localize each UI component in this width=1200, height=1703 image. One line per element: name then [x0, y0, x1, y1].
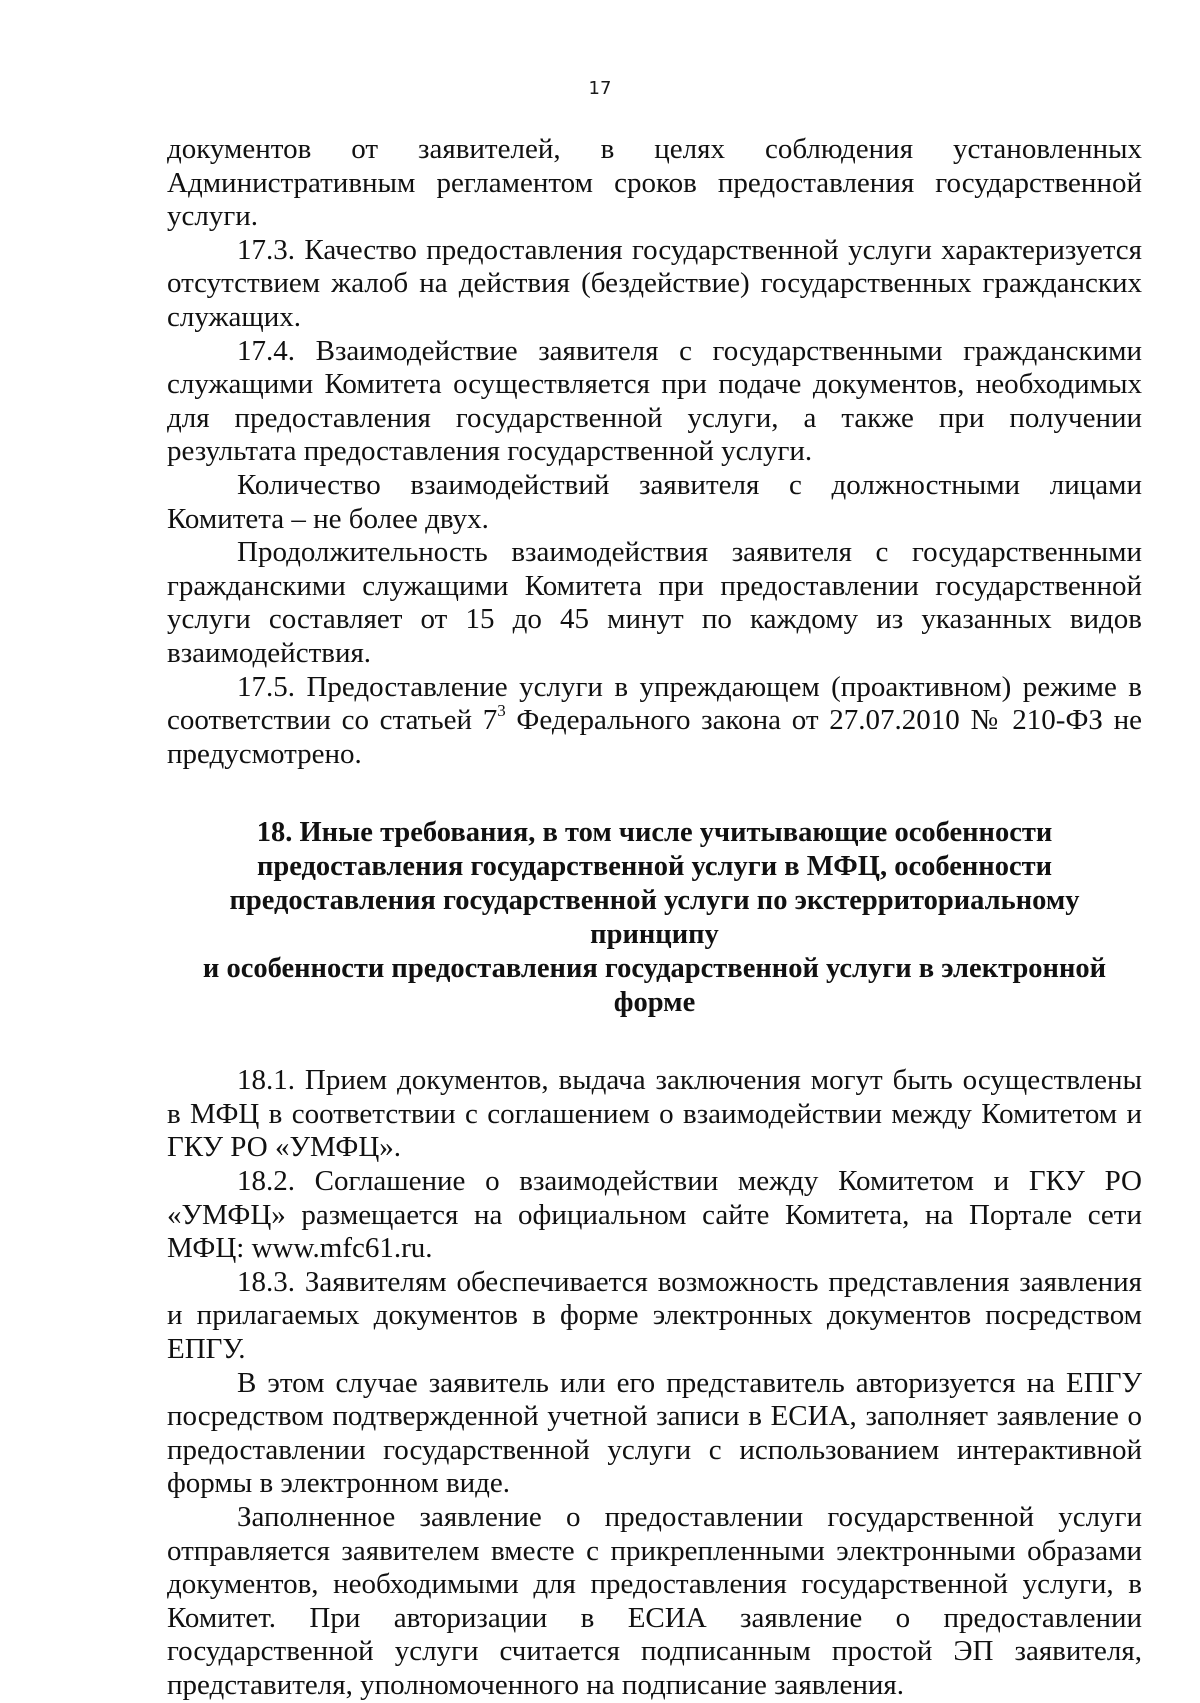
paragraph-17-3: 17.3. Качество предоставления государственной услуги характеризуется отсутствием жалоб на действия (бездействие) государственных гражданских служащих.: [167, 233, 1142, 333]
paragraph-17-5-text-before: 17.5. Предоставление услуги в упреждающем (проактивном) режиме в соответствии со статьей 7: [167, 670, 1142, 737]
section-18-heading-line-1: 18. Иные требования, в том числе учитывающие особенности: [256, 817, 1053, 849]
paragraph-interaction-count: Количество взаимодействий заявителя с должностными лицами Комитета – не более двух.: [167, 468, 1142, 535]
page-number: 17: [588, 78, 612, 99]
paragraph-18-2: 18.2. Соглашение о взаимодействии между Комитетом и ГКУ РО «УМФЦ» размещается на официальном сайте Комитета, на Портале сети МФЦ: www.mfc61.ru.: [167, 1165, 1142, 1265]
paragraph-interaction-duration: Продолжительность взаимодействия заявителя с государственными гражданскими служащими Комитета при предоставлении государственной услуги составляет от 15 до 45 минут по каждому из указанных видов взаимодействия.: [167, 536, 1142, 669]
paragraph-18-1: 18.1. Прием документов, выдача заключения могут быть осуществлены в МФЦ в соответствии с соглашением о взаимодействии между Комитетом и ГКУ РО «УМФЦ».: [167, 1064, 1142, 1164]
paragraph-17-5: [167, 671, 1142, 772]
paragraph-17-5-text-after: Федерального закона от 27.07.2010 № 210-ФЗ не предусмотрено.: [167, 704, 1143, 770]
superscript-3: 3: [497, 701, 506, 721]
paragraph-17-4: 17.4. Взаимодействие заявителя с государственными гражданскими служащими Комитета осуществляется при подаче документов, необходимых для предоставления государственной услуги, а также при получении результата предоставления государственной услуги.: [167, 334, 1142, 468]
section-18-heading-line-3: предоставления государственной услуги по экстерриториальному принципу: [229, 885, 1080, 951]
paragraph-epgu-authorization: В этом случае заявитель или его представитель авторизуется на ЕПГУ посредством подтвержденной учетной записи в ЕСИА, заполняет заявление о предоставлении государственной услуги с использованием интерактивной формы в электронном виде.: [167, 1366, 1142, 1500]
paragraph-18-3: 18.3. Заявителям обеспечивается возможность представления заявления и прилагаемых документов в форме электронных документов посредством ЕПГУ.: [167, 1265, 1142, 1366]
paragraph-continuation: документов от заявителей, в целях соблюдения установленных Административным регламентом сроков предоставления государственной услуги.: [167, 133, 1142, 233]
section-18-heading-line-4: и особенности предоставления государственной услуги в электронной форме: [202, 953, 1107, 1019]
paragraph-filled-application: Заполненное заявление о предоставлении государственной услуги отправляется заявителем вместе с прикрепленными электронными образами документов, необходимыми для предоставления государственной услуги, в Комитет. При авторизации в ЕСИА заявление о предоставлении государственной услуги считается подписанным простой ЭП заявителя, представителя, уполномоченного на подписание заявления.: [167, 1501, 1142, 1701]
section-18-heading: [167, 816, 1142, 1020]
document-body: [167, 133, 1142, 1703]
section-18-heading-line-2: предоставления государственной услуги в МФЦ, особенности: [256, 851, 1053, 883]
